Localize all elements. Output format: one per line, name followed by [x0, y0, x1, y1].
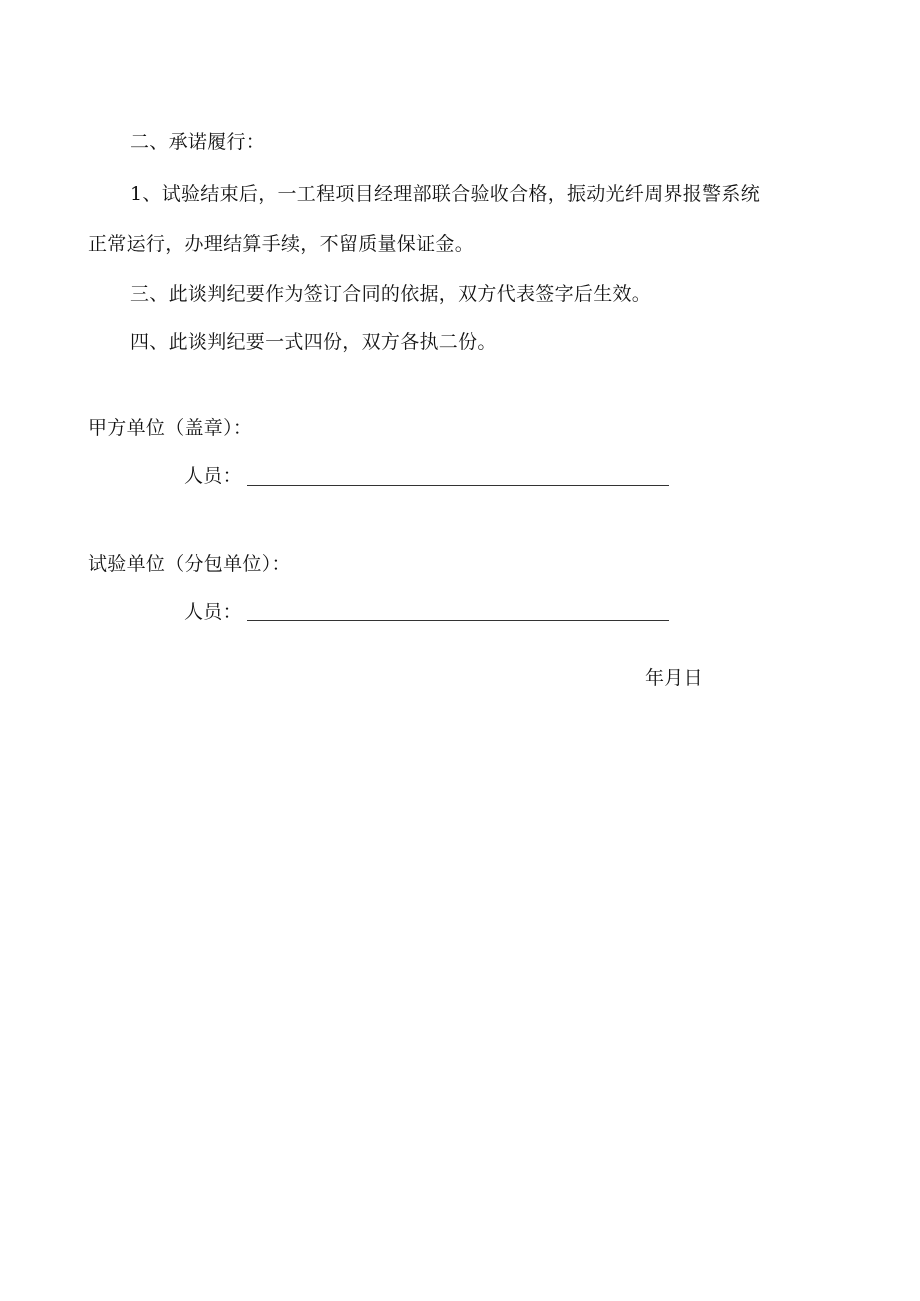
clause-4: 四、此谈判纪要一式四份，双方各执二份。 — [130, 331, 497, 353]
party-a-signature-line — [247, 485, 669, 486]
clause-2-item-1-line-1: 1、试验结束后，一工程项目经理部联合验收合格，振动光纤周界报警系统 — [130, 183, 760, 205]
party-a-person-label: 人员： — [184, 465, 242, 487]
party-b-label: 试验单位（分包单位）： — [88, 553, 291, 575]
clause-2-item-1-line-2: 正常运行，办理结算手续，不留质量保证金。 — [88, 233, 475, 255]
clause-3: 三、此谈判纪要作为签订合同的依据，双方代表签字后生效。 — [130, 283, 652, 305]
party-b-person-label: 人员： — [184, 601, 242, 623]
clause-2-title: 二、承诺履行： — [130, 131, 266, 153]
party-b-signature-line — [247, 620, 669, 621]
date-label: 年月日 — [645, 667, 703, 689]
party-a-label: 甲方单位（盖章）： — [88, 417, 253, 439]
